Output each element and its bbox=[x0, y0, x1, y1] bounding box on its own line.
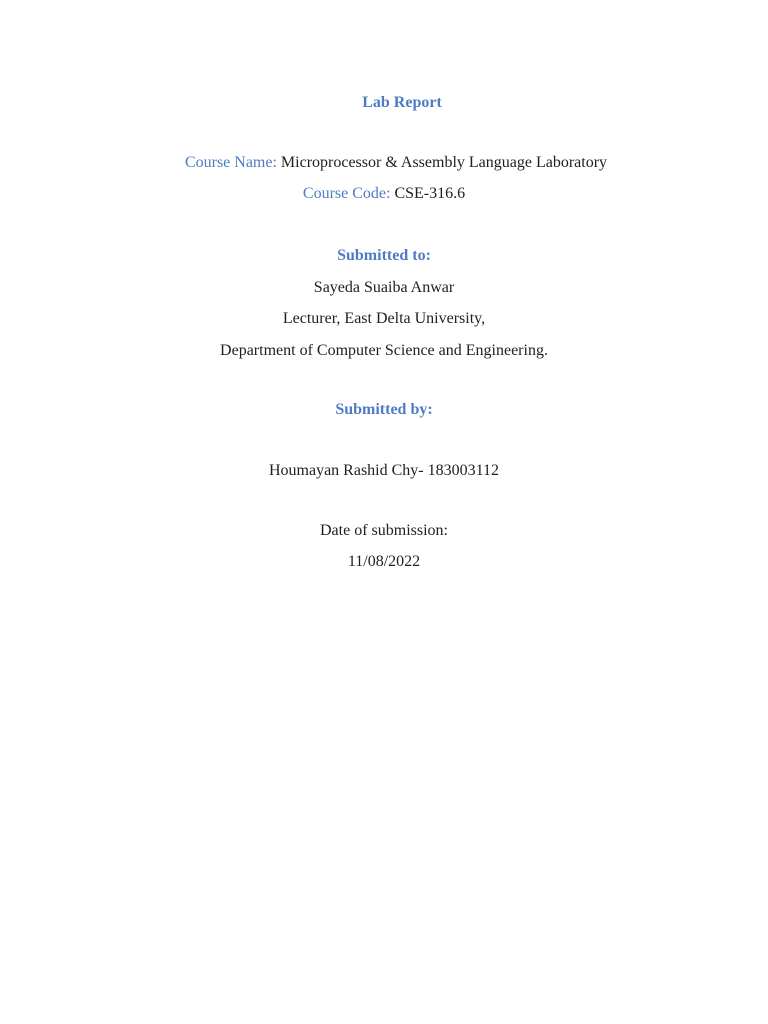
course-code-label: Course Code: bbox=[302, 185, 391, 202]
report-title: Lab Report bbox=[362, 94, 442, 111]
date-value: 11/08/2022 bbox=[347, 553, 421, 570]
course-name-label: Course Name: bbox=[184, 154, 277, 171]
course-code-line bbox=[0, 184, 768, 204]
submitted-to-position: Lecturer, East Delta University, bbox=[282, 310, 486, 327]
submitted-to-department: Department of Computer Science and Engineering. bbox=[220, 342, 548, 359]
course-code-value: CSE-316.6 bbox=[394, 185, 466, 202]
course-name-line bbox=[12, 153, 768, 173]
submitted-to-name: Sayeda Suaiba Anwar bbox=[313, 279, 455, 296]
submitted-by-heading: Submitted by: bbox=[335, 401, 433, 418]
course-name-value: Microprocessor & Assembly Language Laboratory bbox=[280, 154, 608, 171]
submitted-to-heading: Submitted to: bbox=[337, 247, 431, 264]
date-label: Date of submission: bbox=[320, 522, 448, 539]
submitted-by-student: Houmayan Rashid Chy- 183003112 bbox=[268, 462, 500, 479]
